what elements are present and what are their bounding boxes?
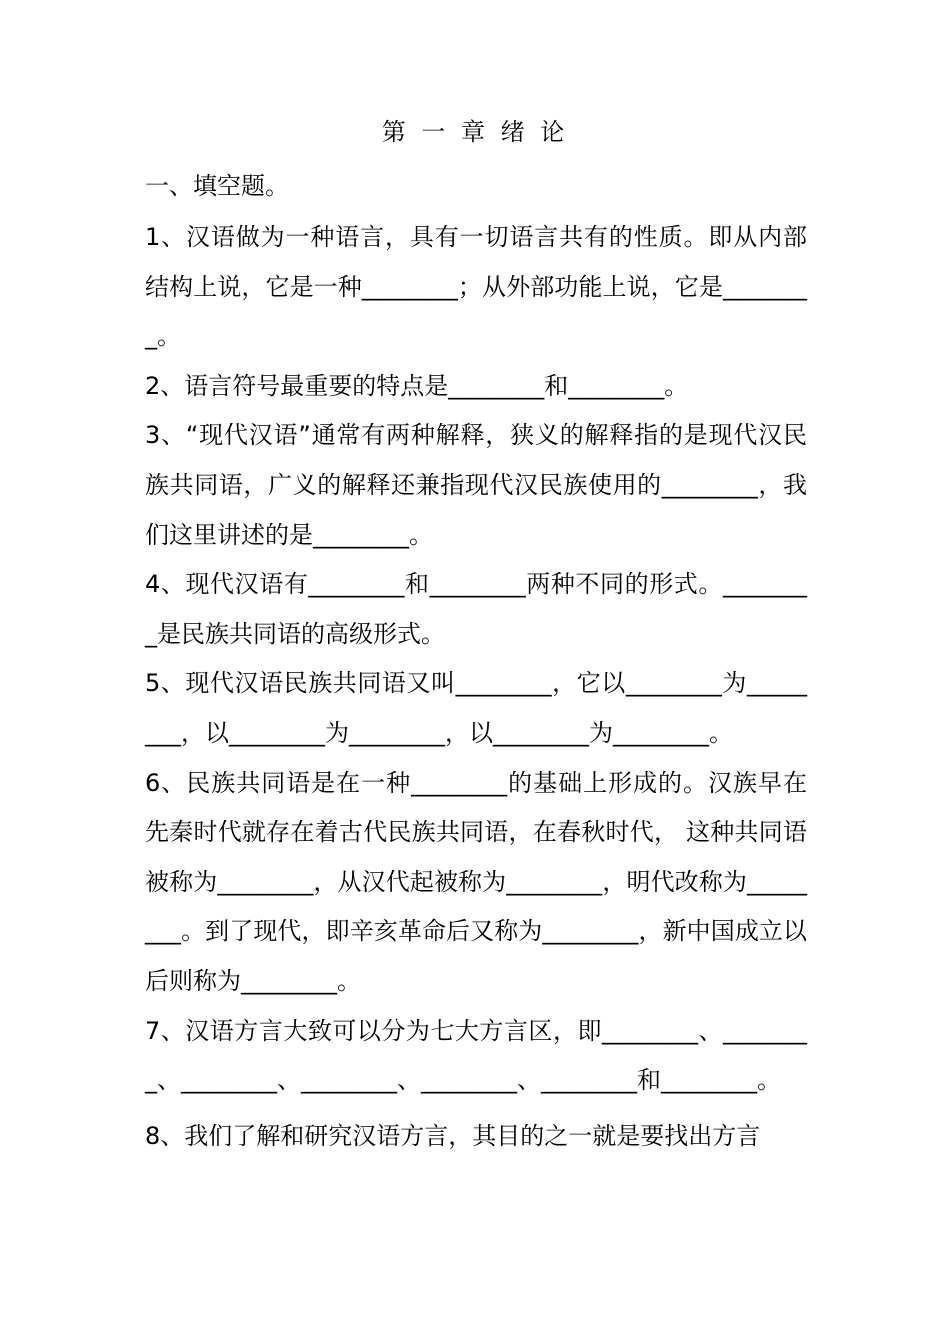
section-heading: 一、填空题。 bbox=[145, 172, 289, 200]
question-1: 1、汉语做为一种语言，具有一切语言共有的性质。即从内部结构上说，它是一种________；从外部功能上说，它是________。 bbox=[145, 223, 807, 351]
question-3: 3、“现代汉语”通常有两种解释，狭义的解释指的是现代汉民族共同语，广义的解释还兼指现代汉民族使用的________，我们这里讲述的是________。 bbox=[145, 421, 807, 549]
question-list bbox=[145, 213, 807, 1161]
question-2: 2、语言符号最重要的特点是________和________。 bbox=[145, 371, 689, 400]
question-4: 4、现代汉语有________和________两种不同的形式。________是民族共同语的高级形式。 bbox=[145, 570, 807, 648]
question-7: 7、汉语方言大致可以分为七大方言区，即________、________、________、________、________、________和________。 bbox=[145, 1016, 807, 1095]
question-8: 8、我们了解和研究汉语方言，其目的之一就是要找出方言 bbox=[145, 1121, 761, 1150]
chapter-title: 第 一 章 绪 论 bbox=[381, 118, 569, 146]
question-6: 6、民族共同语是在一种________的基础上形成的。汉族早在先秦时代就存在着古代民族共同语，在春秋时代， 这种共同语被称为________，从汉代起被称为________，明代改称为________。到了现代，即辛亥革命后又称为________，新中国成立以后则称为________。 bbox=[145, 768, 807, 995]
question-5: 5、现代汉语民族共同语又叫________，它以________为________，以________为________，以________为________。 bbox=[145, 669, 807, 747]
